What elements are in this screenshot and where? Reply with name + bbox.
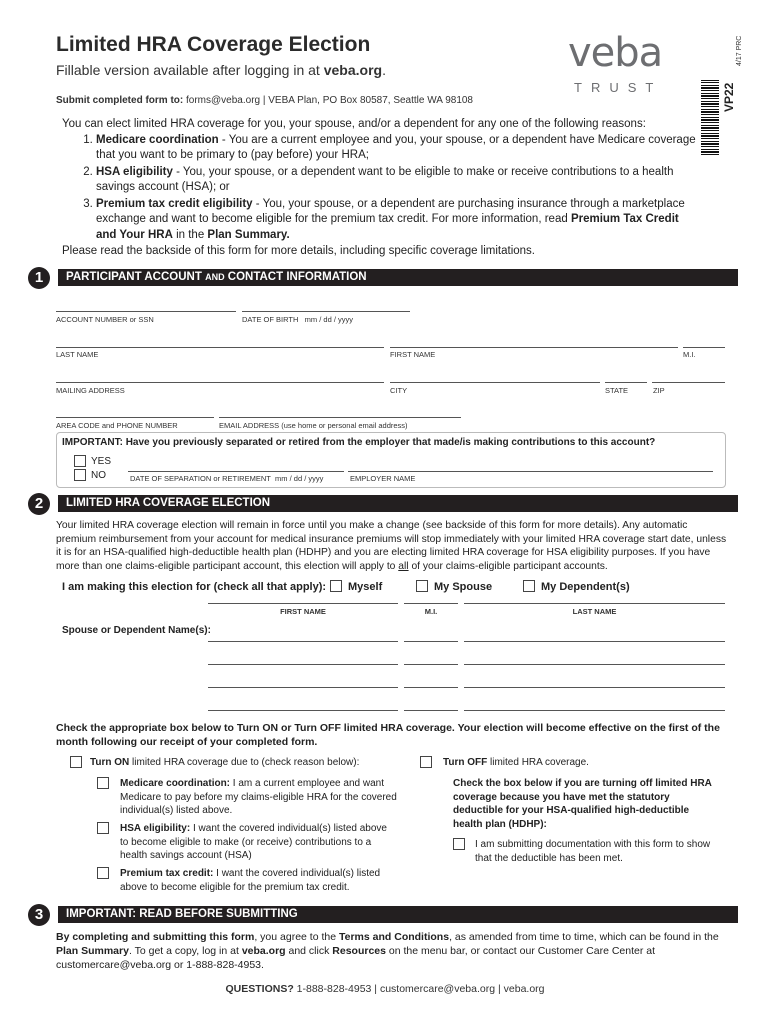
section-3-header: IMPORTANT: READ BEFORE SUBMITTING (58, 906, 738, 923)
no-checkbox[interactable] (74, 469, 86, 481)
zip-label: ZIP (653, 386, 665, 395)
turn-on-label: Turn ON limited HRA coverage due to (check reason below): (90, 757, 360, 768)
form-subtitle: Fillable version available after logging in at veba.org. (56, 62, 386, 78)
employer-name-field[interactable] (348, 471, 713, 472)
form-code: VP22 (722, 82, 736, 112)
dependent-4-first-name[interactable] (208, 710, 398, 711)
reason-medicare: 1. Medicare coordination - You are a current employee and you, your spouse, or a dependent have Medicare coverage that you want to be primary to (pay before) your HRA; (96, 133, 702, 164)
dob-label: DATE OF BIRTH mm / dd / yyyy (242, 315, 354, 324)
election-label: I am making this election for (check all that apply): (62, 581, 327, 593)
col-mi: M.I. (424, 607, 438, 616)
myself-checkbox[interactable] (330, 580, 342, 592)
ptc-checkbox[interactable] (97, 867, 109, 879)
section-1-header: PARTICIPANT ACCOUNT AND CONTACT INFORMATION (58, 269, 738, 286)
mi-label: M.I. (683, 350, 696, 359)
spouse-label: My Spouse (434, 581, 493, 593)
account-number-field[interactable] (56, 311, 236, 312)
ptc-reason: Premium tax credit: I want the covered individual(s) listed above to become eligible for the premium tax credit. (120, 868, 381, 893)
first-name-label: FIRST NAME (390, 350, 436, 359)
medicare-reason: Medicare coordination: I am a current employee and want Medicare to pay before my claims-eligible HRA for the covered individual(s) listed above. (120, 778, 397, 816)
dependent-3-first-name[interactable] (208, 687, 398, 688)
dependent-1-last-name[interactable] (464, 641, 725, 642)
turn-off-checkbox[interactable] (420, 756, 432, 768)
yes-label: YES (91, 456, 112, 467)
dependent-4-mi[interactable] (404, 710, 458, 711)
form-title: Limited HRA Coverage Election (56, 33, 371, 56)
dependent-1-mi[interactable] (404, 641, 458, 642)
separation-question: IMPORTANT: Have you previously separated or retired from the employer that made/is making contributions to this account? (62, 437, 656, 448)
turn-off-label: Turn OFF limited HRA coverage. (443, 757, 589, 768)
mi-field[interactable] (683, 347, 725, 348)
reason-hsa: 2. HSA eligibility - You, your spouse, or a dependent want to be eligible to make or receive contributions to a health savings account (HSA); or (96, 165, 702, 196)
logo-wordmark: veba (568, 30, 663, 76)
dependent-2-last-name[interactable] (464, 664, 725, 665)
dependent-1-first-name[interactable] (208, 641, 398, 642)
hsa-checkbox[interactable] (97, 822, 109, 834)
separation-date-label: DATE OF SEPARATION or RETIREMENT mm / dd / yyyy (130, 474, 324, 483)
deductible-met-checkbox[interactable] (453, 838, 465, 850)
section-2-header: LIMITED HRA COVERAGE ELECTION (58, 495, 738, 512)
col-last-name: LAST NAME (572, 607, 617, 616)
state-label: STATE (605, 386, 629, 395)
deductible-met-label: I am submitting documentation with this form to show that the deductible has been met. (475, 839, 711, 864)
city-label: CITY (390, 386, 408, 395)
hsa-reason: HSA eligibility: I want the covered individual(s) listed above to become eligible to make (or receive) contributions to a health savings account (HSA) (120, 823, 387, 861)
dependent-2-first-name[interactable] (208, 664, 398, 665)
veba-trust-logo (566, 30, 686, 100)
section-1-number: 1 (28, 267, 50, 289)
dependent-3-last-name[interactable] (464, 687, 725, 688)
state-field[interactable] (605, 382, 647, 383)
barcode-icon (701, 80, 719, 155)
phone-field[interactable] (56, 417, 214, 418)
zip-field[interactable] (652, 382, 725, 383)
first-name-field[interactable] (390, 347, 678, 348)
names-col-rule-3 (464, 603, 725, 604)
names-col-rule-2 (404, 603, 458, 604)
employer-label: EMPLOYER NAME (350, 474, 416, 483)
mailing-address-field[interactable] (56, 382, 384, 383)
logo-trust-text: TRUST (574, 80, 663, 95)
dependent-4-last-name[interactable] (464, 710, 725, 711)
dependents-checkbox[interactable] (523, 580, 535, 592)
footer-contact: QUESTIONS? 1-888-828-4953 | customercare@veba.org | veba.org (225, 983, 545, 995)
mailing-label: MAILING ADDRESS (56, 386, 125, 395)
reason-ptc: 3. Premium tax credit eligibility - You, your spouse, or a dependent are purchasing insurance through a marketplace exchange and want to become eligible for the premium tax credit. For more information, read Premium Tax Credit and Your HRA in the Plan Summary. (96, 197, 702, 244)
check-instructions: Check the appropriate box below to Turn ON or Turn OFF limited HRA coverage. Your election will become effective on the first of the month following our receipt of your completed form. (56, 722, 720, 748)
section-2-number: 2 (28, 493, 50, 515)
spouse-checkbox[interactable] (416, 580, 428, 592)
form-revision: 4/17 PRC (736, 35, 743, 66)
section-3-body: By completing and submitting this form, you agree to the Terms and Conditions, as amended from time to time, which can be found in the Plan Summary. To get a copy, log in at veba.org and click Resources on the menu bar, or contact our Customer Care Center at customercare@veba.org or 1-888-828-4953. (56, 931, 719, 971)
names-label: Spouse or Dependent Name(s): (62, 625, 211, 636)
last-name-label: LAST NAME (56, 350, 99, 359)
yes-checkbox[interactable] (74, 455, 86, 467)
myself-label: Myself (348, 581, 383, 593)
email-field[interactable] (219, 417, 461, 418)
city-field[interactable] (390, 382, 600, 383)
account-label: ACCOUNT NUMBER or SSN (56, 315, 154, 324)
names-col-rule-1 (208, 603, 398, 604)
dependent-3-mi[interactable] (404, 687, 458, 688)
last-name-field[interactable] (56, 347, 384, 348)
veba-link[interactable]: veba.org (323, 62, 383, 78)
dob-field[interactable] (242, 311, 410, 312)
turn-off-note: Check the box below if you are turning off limited HRA coverage because you have met the statutory deductible for your HSA-qualified high-deductible health plan (HDHP): (453, 778, 712, 830)
email-label: EMAIL ADDRESS (use home or personal email address) (219, 421, 408, 430)
turn-on-checkbox[interactable] (70, 756, 82, 768)
no-label: NO (91, 470, 106, 481)
medicare-checkbox[interactable] (97, 777, 109, 789)
submit-address: Submit completed form to: forms@veba.org | VEBA Plan, PO Box 80587, Seattle WA 98108 (56, 95, 473, 106)
col-first-name: FIRST NAME (280, 607, 326, 616)
intro-text: You can elect limited HRA coverage for you, your spouse, and/or a dependent for any one of the following reasons: 1. Medicare coordination - You are a current employee and you, your spouse, or a dependent have Medicare coverage that you want to be primary to (pay before) your HRA; 2. HSA eligibility - You, your spouse, or a dependent want to be eligible to make or receive contributions to a health savings account (HSA); or 3. Premium tax credit eligibility - You, your spouse, or a dependent are purchasing insurance through a marketplace exchange and want to become eligible for the premium tax credit. For more information, read Premium Tax Credit and Your HRA in the Plan Summary. Please read the backside of this form for more details, including specific coverage limitations. (62, 117, 702, 260)
section-2-body: Your limited HRA coverage election will remain in force until you make a change (see backside of this form for more details). Any automatic premium reimbursement from your account for medical insurance premiums will stop immediately with your limited HRA coverage start date, unless it is for an HSA-qualified high-deductible health plan (HDHP) and you are electing limited HRA coverage for HSA eligibility purposes. If you have more than one claims-eligible participant account, this election will apply to all of your claims-eligible participant accounts. (56, 520, 727, 572)
section-3-number: 3 (28, 904, 50, 926)
dependent-2-mi[interactable] (404, 664, 458, 665)
phone-label: AREA CODE and PHONE NUMBER (56, 421, 178, 430)
separation-date-field[interactable] (128, 471, 344, 472)
dependents-label: My Dependent(s) (541, 581, 630, 593)
